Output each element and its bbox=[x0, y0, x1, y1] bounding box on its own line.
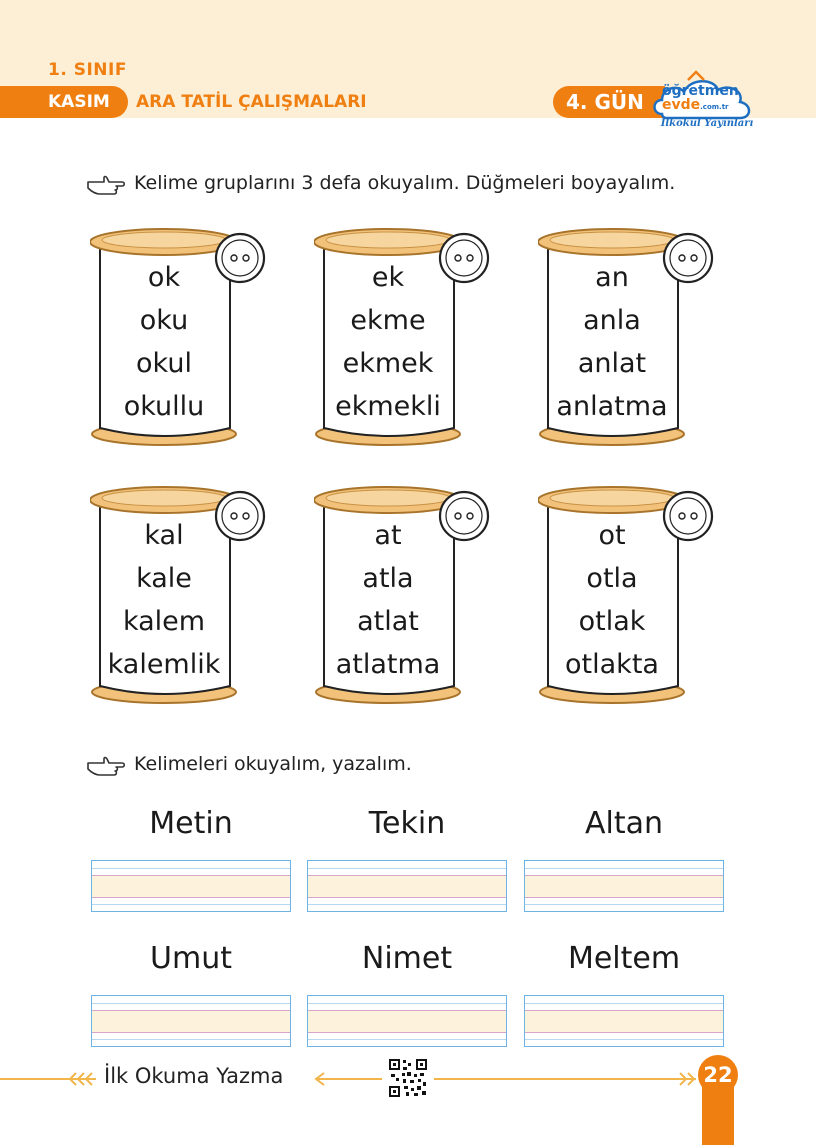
writing-lines[interactable] bbox=[91, 860, 291, 912]
writing-lines[interactable] bbox=[307, 860, 507, 912]
section-title: ARA TATİL ÇALIŞMALARI bbox=[136, 92, 367, 112]
instruction-read-groups: Kelime gruplarını 3 defa okuyalım. Düğmeleri boyayalım. bbox=[134, 172, 676, 194]
can-word-list bbox=[538, 256, 686, 428]
can-word: atlat bbox=[357, 606, 419, 637]
practice-word: Tekin bbox=[368, 806, 446, 841]
can-word: okullu bbox=[123, 391, 205, 422]
word-can bbox=[90, 228, 270, 452]
can-word: anlat bbox=[577, 348, 647, 379]
qr-code-icon[interactable] bbox=[388, 1058, 428, 1098]
can-word-list bbox=[538, 514, 686, 686]
logo-suffix: .com.tr bbox=[700, 103, 729, 111]
writing-lines[interactable] bbox=[91, 995, 291, 1047]
can-word: oku bbox=[139, 305, 189, 336]
can-word: atla bbox=[362, 563, 414, 594]
practice-word: Umut bbox=[150, 941, 232, 976]
logo-line2: evde bbox=[662, 97, 701, 113]
can-word: atlatma bbox=[335, 649, 441, 680]
logo-subtitle: İlkokul Yayınları bbox=[660, 118, 754, 129]
writing-lines[interactable] bbox=[524, 995, 724, 1047]
day-label: 4. GÜN bbox=[566, 90, 644, 114]
word-can bbox=[314, 228, 494, 452]
can-word: okul bbox=[136, 348, 192, 379]
grade-label: 1. SINIF bbox=[48, 60, 127, 80]
can-word: anla bbox=[583, 305, 641, 336]
logo-line1: öğretmen bbox=[662, 83, 739, 99]
can-word: kale bbox=[136, 563, 192, 594]
can-word: otlak bbox=[578, 606, 646, 637]
can-word: ekmekli bbox=[335, 391, 441, 422]
footer-title: İlk Okuma Yazma bbox=[104, 1064, 284, 1088]
writing-lines[interactable] bbox=[307, 995, 507, 1047]
can-word: an bbox=[595, 262, 629, 293]
practice-word: Metin bbox=[149, 806, 233, 841]
can-word: anlatma bbox=[556, 391, 668, 422]
logo-wordmark bbox=[662, 84, 739, 114]
can-word: kalem bbox=[122, 606, 206, 637]
can-word: ot bbox=[598, 520, 626, 551]
practice-word: Nimet bbox=[361, 941, 453, 976]
instruction-read-write: Kelimeleri okuyalım, yazalım. bbox=[134, 753, 412, 775]
pointing-hand-icon bbox=[86, 172, 126, 196]
can-word: otlakta bbox=[565, 649, 659, 680]
can-word: kalemlik bbox=[107, 649, 221, 680]
can-word: ekmek bbox=[342, 348, 434, 379]
writing-lines[interactable] bbox=[524, 860, 724, 912]
can-word-list bbox=[314, 256, 462, 428]
can-word: ek bbox=[371, 262, 405, 293]
page-number: 22 bbox=[698, 1055, 738, 1095]
word-can bbox=[90, 486, 270, 710]
word-can bbox=[538, 228, 718, 452]
practice-word: Meltem bbox=[567, 941, 681, 976]
can-word: at bbox=[374, 520, 402, 551]
can-word: otla bbox=[586, 563, 638, 594]
can-word-list bbox=[90, 514, 238, 686]
can-word: ekme bbox=[350, 305, 426, 336]
can-word: kal bbox=[144, 520, 184, 551]
can-word-list bbox=[314, 514, 462, 686]
can-word-list bbox=[90, 256, 238, 428]
month-label: KASIM bbox=[48, 92, 110, 112]
word-can bbox=[538, 486, 718, 710]
practice-word: Altan bbox=[584, 806, 664, 841]
word-can bbox=[314, 486, 494, 710]
pointing-hand-icon bbox=[86, 753, 126, 777]
can-word: ok bbox=[147, 262, 181, 293]
